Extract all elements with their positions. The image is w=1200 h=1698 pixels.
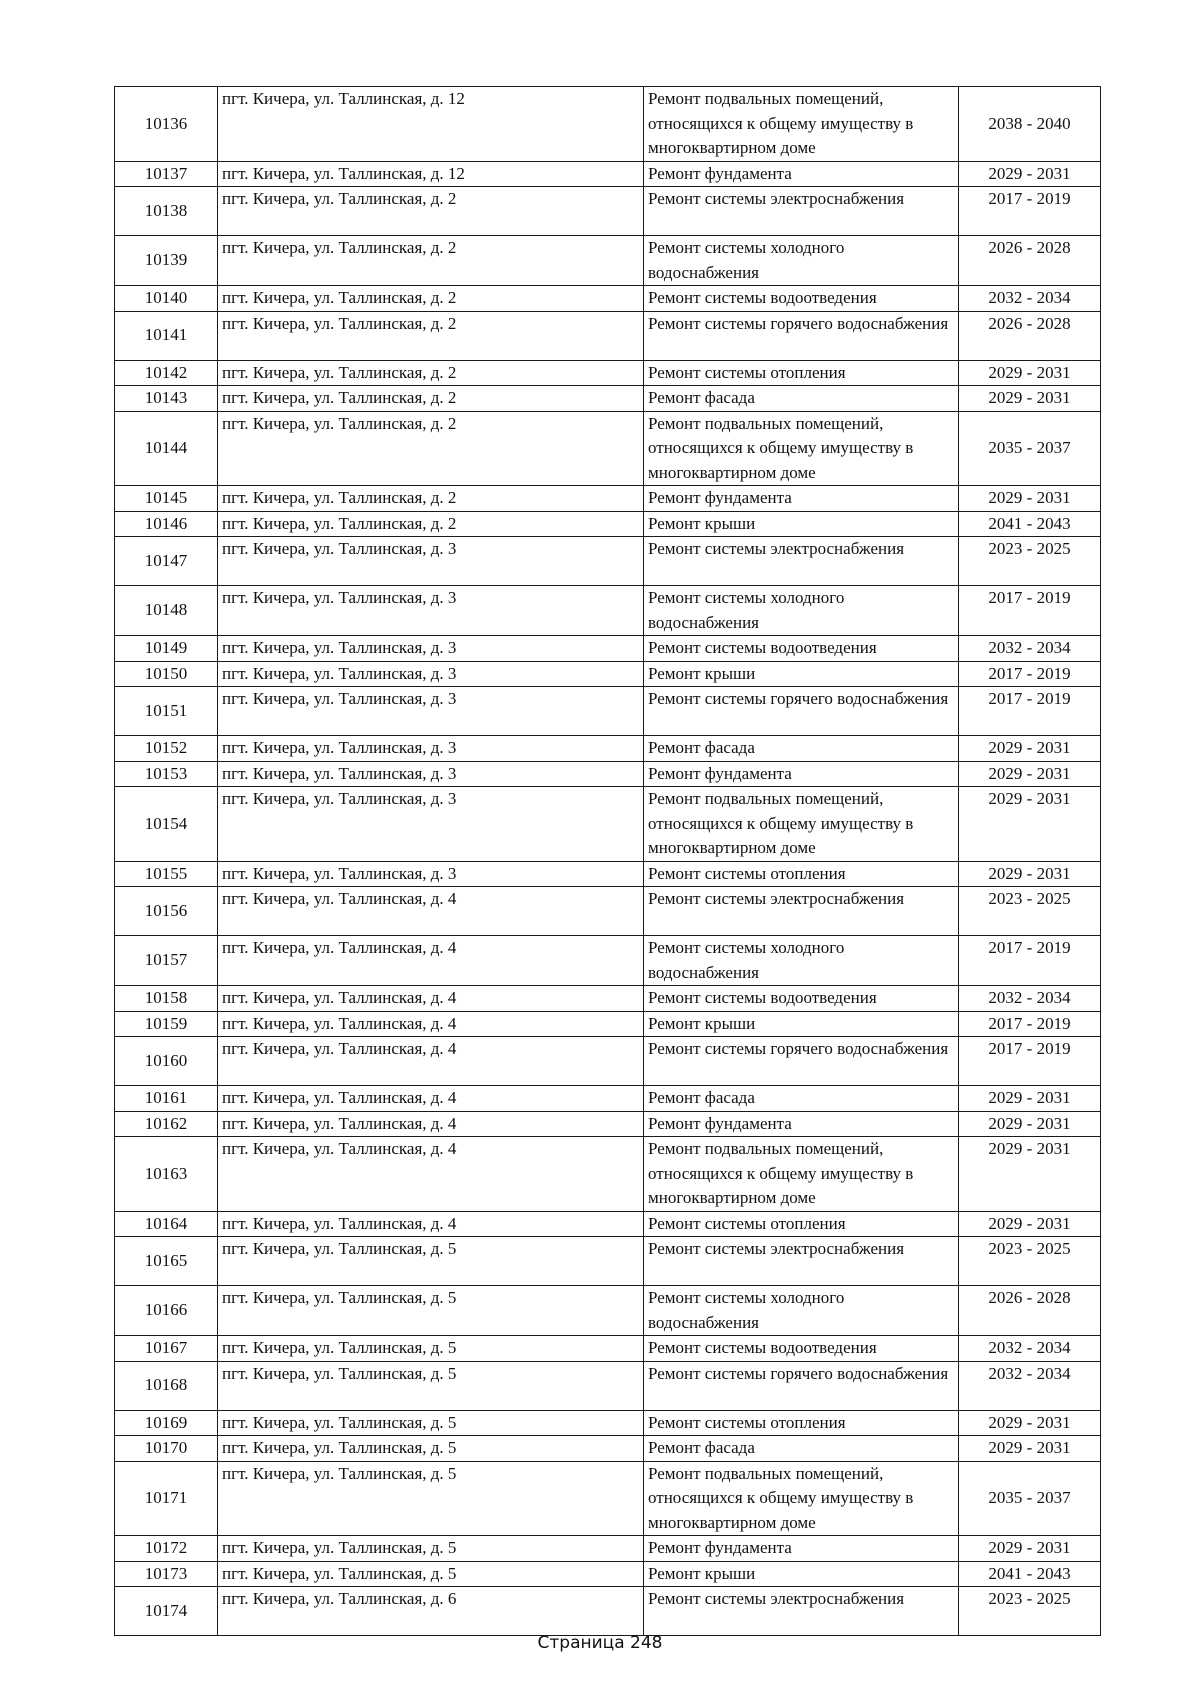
work-type-cell: Ремонт подвальных помещений, относящихся к общему имуществу в многоквартирном доме [644,87,959,162]
row-number: 10144 [115,411,218,486]
table-row [115,1561,1101,1587]
row-number: 10156 [115,887,218,936]
table-row [115,311,1101,360]
table-row [115,1211,1101,1237]
address-cell: пгт. Кичера, ул. Таллинская, д. 4 [218,1137,644,1212]
row-number: 10140 [115,286,218,312]
work-type-cell: Ремонт фасада [644,1436,959,1462]
row-number: 10162 [115,1111,218,1137]
work-type-cell: Ремонт системы горячего водоснабжения [644,687,959,736]
table-row [115,986,1101,1012]
row-number: 10170 [115,1436,218,1462]
table-row [115,537,1101,586]
address-cell: пгт. Кичера, ул. Таллинская, д. 2 [218,360,644,386]
work-type-cell: Ремонт системы холодного водоснабжения [644,1286,959,1336]
table-row [115,936,1101,986]
work-type-cell: Ремонт системы холодного водоснабжения [644,586,959,636]
table-row [115,586,1101,636]
period-cell: 2023 - 2025 [959,887,1101,936]
address-cell: пгт. Кичера, ул. Таллинская, д. 4 [218,1037,644,1086]
row-number: 10147 [115,537,218,586]
address-cell: пгт. Кичера, ул. Таллинская, д. 2 [218,236,644,286]
period-cell: 2017 - 2019 [959,661,1101,687]
work-type-cell: Ремонт системы электроснабжения [644,1587,959,1636]
period-cell: 2041 - 2043 [959,511,1101,537]
address-cell: пгт. Кичера, ул. Таллинская, д. 3 [218,586,644,636]
work-type-cell: Ремонт системы водоотведения [644,636,959,662]
row-number: 10149 [115,636,218,662]
table-row [115,1361,1101,1410]
table-row [115,511,1101,537]
address-cell: пгт. Кичера, ул. Таллинская, д. 2 [218,411,644,486]
work-type-cell: Ремонт системы отопления [644,1410,959,1436]
work-type-cell: Ремонт крыши [644,1011,959,1037]
row-number: 10148 [115,586,218,636]
table-row [115,1037,1101,1086]
address-cell: пгт. Кичера, ул. Таллинская, д. 2 [218,386,644,412]
work-type-cell: Ремонт фундамента [644,486,959,512]
work-type-cell: Ремонт крыши [644,1561,959,1587]
row-number: 10159 [115,1011,218,1037]
work-type-cell: Ремонт подвальных помещений, относящихся к общему имуществу в многоквартирном доме [644,787,959,862]
period-cell: 2038 - 2040 [959,87,1101,162]
address-cell: пгт. Кичера, ул. Таллинская, д. 3 [218,687,644,736]
period-cell: 2023 - 2025 [959,1587,1101,1636]
table-row [115,761,1101,787]
row-number: 10155 [115,861,218,887]
period-cell: 2032 - 2034 [959,636,1101,662]
period-cell: 2029 - 2031 [959,161,1101,187]
work-type-cell: Ремонт системы водоотведения [644,286,959,312]
address-cell: пгт. Кичера, ул. Таллинская, д. 5 [218,1461,644,1536]
period-cell: 2029 - 2031 [959,386,1101,412]
table-row [115,861,1101,887]
period-cell: 2029 - 2031 [959,360,1101,386]
work-type-cell: Ремонт системы горячего водоснабжения [644,1361,959,1410]
address-cell: пгт. Кичера, ул. Таллинская, д. 3 [218,661,644,687]
table-row [115,161,1101,187]
row-number: 10137 [115,161,218,187]
table-row [115,286,1101,312]
period-cell: 2023 - 2025 [959,1237,1101,1286]
work-type-cell: Ремонт системы холодного водоснабжения [644,936,959,986]
work-type-cell: Ремонт системы электроснабжения [644,187,959,236]
address-cell: пгт. Кичера, ул. Таллинская, д. 4 [218,1011,644,1037]
period-cell: 2029 - 2031 [959,787,1101,862]
address-cell: пгт. Кичера, ул. Таллинская, д. 12 [218,161,644,187]
address-cell: пгт. Кичера, ул. Таллинская, д. 2 [218,486,644,512]
row-number: 10139 [115,236,218,286]
period-cell: 2017 - 2019 [959,1037,1101,1086]
address-cell: пгт. Кичера, ул. Таллинская, д. 5 [218,1536,644,1562]
period-cell: 2017 - 2019 [959,586,1101,636]
address-cell: пгт. Кичера, ул. Таллинская, д. 2 [218,187,644,236]
period-cell: 2029 - 2031 [959,1211,1101,1237]
row-number: 10154 [115,787,218,862]
period-cell: 2032 - 2034 [959,1336,1101,1362]
table-body [115,87,1101,1636]
row-number: 10169 [115,1410,218,1436]
address-cell: пгт. Кичера, ул. Таллинская, д. 5 [218,1361,644,1410]
table-row [115,1336,1101,1362]
address-cell: пгт. Кичера, ул. Таллинская, д. 4 [218,986,644,1012]
table-row [115,87,1101,162]
work-type-cell: Ремонт системы отопления [644,1211,959,1237]
work-type-cell: Ремонт фундамента [644,161,959,187]
table-row [115,360,1101,386]
table-row [115,1086,1101,1112]
address-cell: пгт. Кичера, ул. Таллинская, д. 2 [218,286,644,312]
work-type-cell: Ремонт подвальных помещений, относящихся к общему имуществу в многоквартирном доме [644,411,959,486]
row-number: 10157 [115,936,218,986]
table-row [115,1461,1101,1536]
row-number: 10164 [115,1211,218,1237]
period-cell: 2032 - 2034 [959,286,1101,312]
address-cell: пгт. Кичера, ул. Таллинская, д. 2 [218,311,644,360]
period-cell: 2017 - 2019 [959,687,1101,736]
period-cell: 2032 - 2034 [959,1361,1101,1410]
table-row [115,486,1101,512]
address-cell: пгт. Кичера, ул. Таллинская, д. 3 [218,761,644,787]
address-cell: пгт. Кичера, ул. Таллинская, д. 3 [218,537,644,586]
work-type-cell: Ремонт системы горячего водоснабжения [644,311,959,360]
row-number: 10150 [115,661,218,687]
table-row [115,1286,1101,1336]
page-number: Страница 248 [537,1633,663,1653]
period-cell: 2029 - 2031 [959,1137,1101,1212]
address-cell: пгт. Кичера, ул. Таллинская, д. 4 [218,1211,644,1237]
capital-repair-schedule-table [114,86,1101,1636]
work-type-cell: Ремонт системы отопления [644,861,959,887]
work-type-cell: Ремонт крыши [644,511,959,537]
period-cell: 2029 - 2031 [959,1086,1101,1112]
period-cell: 2032 - 2034 [959,986,1101,1012]
period-cell: 2041 - 2043 [959,1561,1101,1587]
period-cell: 2023 - 2025 [959,537,1101,586]
work-type-cell: Ремонт системы электроснабжения [644,1237,959,1286]
table-row [115,687,1101,736]
work-type-cell: Ремонт системы отопления [644,360,959,386]
work-type-cell: Ремонт фасада [644,386,959,412]
address-cell: пгт. Кичера, ул. Таллинская, д. 5 [218,1336,644,1362]
work-type-cell: Ремонт фундамента [644,1111,959,1137]
work-type-cell: Ремонт системы электроснабжения [644,887,959,936]
table-row [115,411,1101,486]
address-cell: пгт. Кичера, ул. Таллинская, д. 3 [218,636,644,662]
work-type-cell: Ремонт системы водоотведения [644,1336,959,1362]
period-cell: 2029 - 2031 [959,1111,1101,1137]
row-number: 10168 [115,1361,218,1410]
work-type-cell: Ремонт крыши [644,661,959,687]
work-type-cell: Ремонт фундамента [644,1536,959,1562]
table-row [115,187,1101,236]
address-cell: пгт. Кичера, ул. Таллинская, д. 3 [218,861,644,887]
period-cell: 2026 - 2028 [959,1286,1101,1336]
table-row [115,1410,1101,1436]
row-number: 10138 [115,187,218,236]
work-type-cell: Ремонт системы горячего водоснабжения [644,1037,959,1086]
period-cell: 2029 - 2031 [959,1410,1101,1436]
table-row [115,1436,1101,1462]
work-type-cell: Ремонт подвальных помещений, относящихся к общему имуществу в многоквартирном доме [644,1461,959,1536]
period-cell: 2017 - 2019 [959,936,1101,986]
row-number: 10163 [115,1137,218,1212]
row-number: 10172 [115,1536,218,1562]
period-cell: 2017 - 2019 [959,187,1101,236]
address-cell: пгт. Кичера, ул. Таллинская, д. 2 [218,511,644,537]
address-cell: пгт. Кичера, ул. Таллинская, д. 5 [218,1286,644,1336]
address-cell: пгт. Кичера, ул. Таллинская, д. 4 [218,936,644,986]
address-cell: пгт. Кичера, ул. Таллинская, д. 5 [218,1561,644,1587]
address-cell: пгт. Кичера, ул. Таллинская, д. 3 [218,736,644,762]
period-cell: 2026 - 2028 [959,311,1101,360]
row-number: 10174 [115,1587,218,1636]
period-cell: 2029 - 2031 [959,736,1101,762]
row-number: 10167 [115,1336,218,1362]
period-cell: 2035 - 2037 [959,411,1101,486]
table-row [115,236,1101,286]
period-cell: 2029 - 2031 [959,1436,1101,1462]
row-number: 10145 [115,486,218,512]
work-type-cell: Ремонт системы электроснабжения [644,537,959,586]
row-number: 10151 [115,687,218,736]
table-row [115,887,1101,936]
period-cell: 2026 - 2028 [959,236,1101,286]
address-cell: пгт. Кичера, ул. Таллинская, д. 4 [218,887,644,936]
row-number: 10152 [115,736,218,762]
period-cell: 2017 - 2019 [959,1011,1101,1037]
row-number: 10136 [115,87,218,162]
row-number: 10142 [115,360,218,386]
row-number: 10166 [115,1286,218,1336]
address-cell: пгт. Кичера, ул. Таллинская, д. 12 [218,87,644,162]
row-number: 10160 [115,1037,218,1086]
row-number: 10158 [115,986,218,1012]
work-type-cell: Ремонт фасада [644,1086,959,1112]
row-number: 10146 [115,511,218,537]
work-type-cell: Ремонт системы водоотведения [644,986,959,1012]
row-number: 10153 [115,761,218,787]
work-type-cell: Ремонт фундамента [644,761,959,787]
table-row [115,636,1101,662]
address-cell: пгт. Кичера, ул. Таллинская, д. 6 [218,1587,644,1636]
table-row [115,1587,1101,1636]
work-type-cell: Ремонт подвальных помещений, относящихся к общему имуществу в многоквартирном доме [644,1137,959,1212]
table-row [115,787,1101,862]
address-cell: пгт. Кичера, ул. Таллинская, д. 5 [218,1237,644,1286]
table-row [115,1011,1101,1037]
address-cell: пгт. Кичера, ул. Таллинская, д. 3 [218,787,644,862]
table-row [115,661,1101,687]
table-row [115,1137,1101,1212]
row-number: 10141 [115,311,218,360]
table-row [115,736,1101,762]
table-row [115,1536,1101,1562]
address-cell: пгт. Кичера, ул. Таллинская, д. 4 [218,1086,644,1112]
period-cell: 2029 - 2031 [959,1536,1101,1562]
row-number: 10161 [115,1086,218,1112]
work-type-cell: Ремонт системы холодного водоснабжения [644,236,959,286]
row-number: 10171 [115,1461,218,1536]
table-row [115,386,1101,412]
period-cell: 2029 - 2031 [959,861,1101,887]
table-row [115,1111,1101,1137]
table-row [115,1237,1101,1286]
period-cell: 2029 - 2031 [959,486,1101,512]
address-cell: пгт. Кичера, ул. Таллинская, д. 5 [218,1410,644,1436]
work-type-cell: Ремонт фасада [644,736,959,762]
row-number: 10165 [115,1237,218,1286]
period-cell: 2035 - 2037 [959,1461,1101,1536]
row-number: 10173 [115,1561,218,1587]
period-cell: 2029 - 2031 [959,761,1101,787]
row-number: 10143 [115,386,218,412]
address-cell: пгт. Кичера, ул. Таллинская, д. 5 [218,1436,644,1462]
address-cell: пгт. Кичера, ул. Таллинская, д. 4 [218,1111,644,1137]
